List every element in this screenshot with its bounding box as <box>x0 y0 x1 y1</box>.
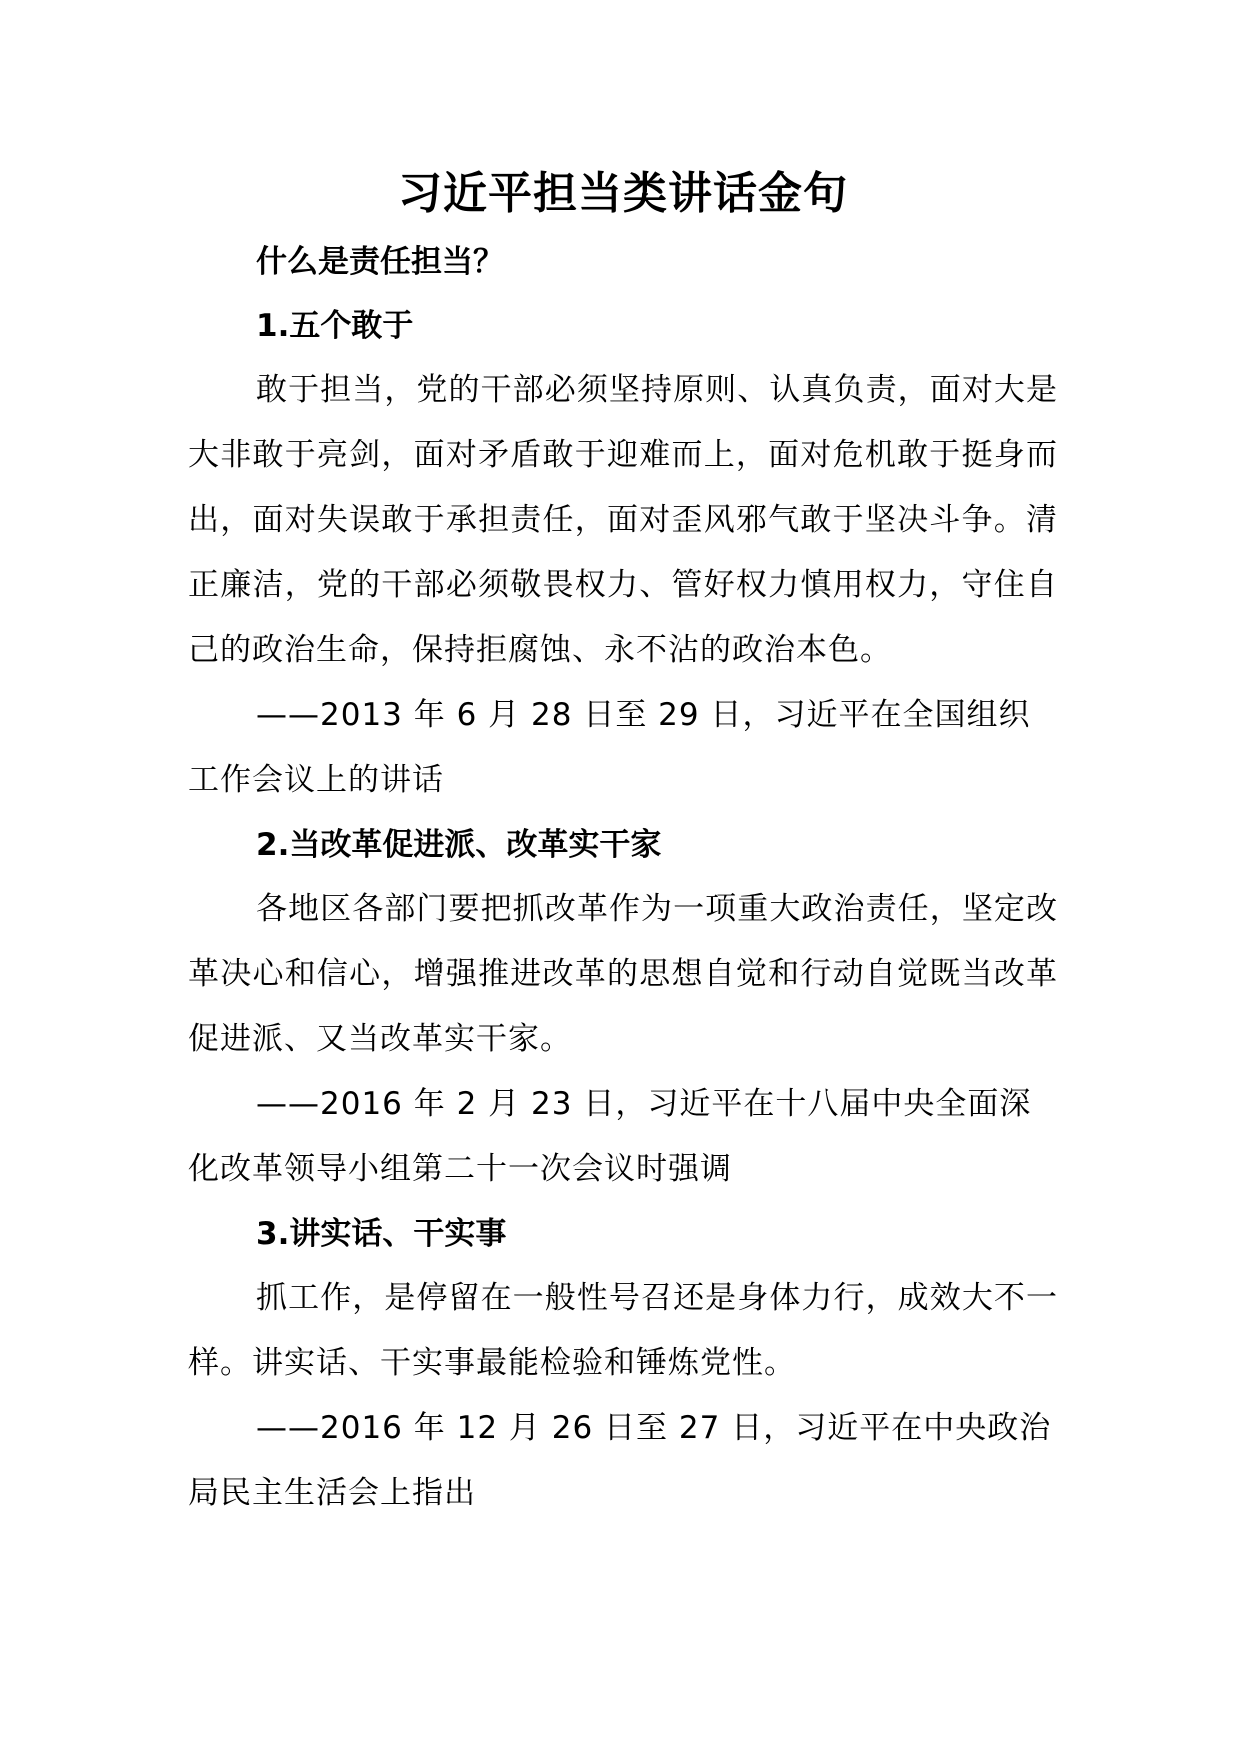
page-title: 习近平担当类讲话金句 <box>398 168 848 219</box>
section-body: 各地区各部门要把抓改革作为一项重大政治责任，坚定改革决心和信心，增强推进改革的思想自觉和行动自觉既当改革促进派、又当改革实干家。 <box>188 891 1058 1057</box>
section-source: ——2016 年 12 月 26 日至 27 日，习近平在中央政治局民主生活会上指出 <box>188 1410 1052 1511</box>
intro-heading: 什么是责任担当？ <box>256 244 504 280</box>
document-content <box>188 158 1058 1526</box>
section-heading: 2.当改革促进派、改革实干家 <box>256 827 662 863</box>
section-source: ——2016 年 2 月 23 日，习近平在十八届中央全面深化改革领导小组第二十一次会议时强调 <box>188 1086 1032 1187</box>
section-source: ——2013 年 6 月 28 日至 29 日，习近平在全国组织工作会议上的讲话 <box>188 697 1031 798</box>
section-heading: 1.五个敢于 <box>256 308 414 344</box>
section-body: 敢于担当，党的干部必须坚持原则、认真负责，面对大是大非敢于亮剑，面对矛盾敢于迎难而上，面对危机敢于挺身而出，面对失误敢于承担责任，面对歪风邪气敢于坚决斗争。清正廉洁，党的干部必须敬畏权力、管好权力慎用权力，守住自己的政治生命，保持拒腐蚀、永不沾的政治本色。 <box>188 372 1058 668</box>
section-body: 抓工作，是停留在一般性号召还是身体力行，成效大不一样。讲实话、干实事最能检验和锤炼党性。 <box>188 1280 1058 1381</box>
section-heading: 3.讲实话、干实事 <box>256 1216 507 1252</box>
